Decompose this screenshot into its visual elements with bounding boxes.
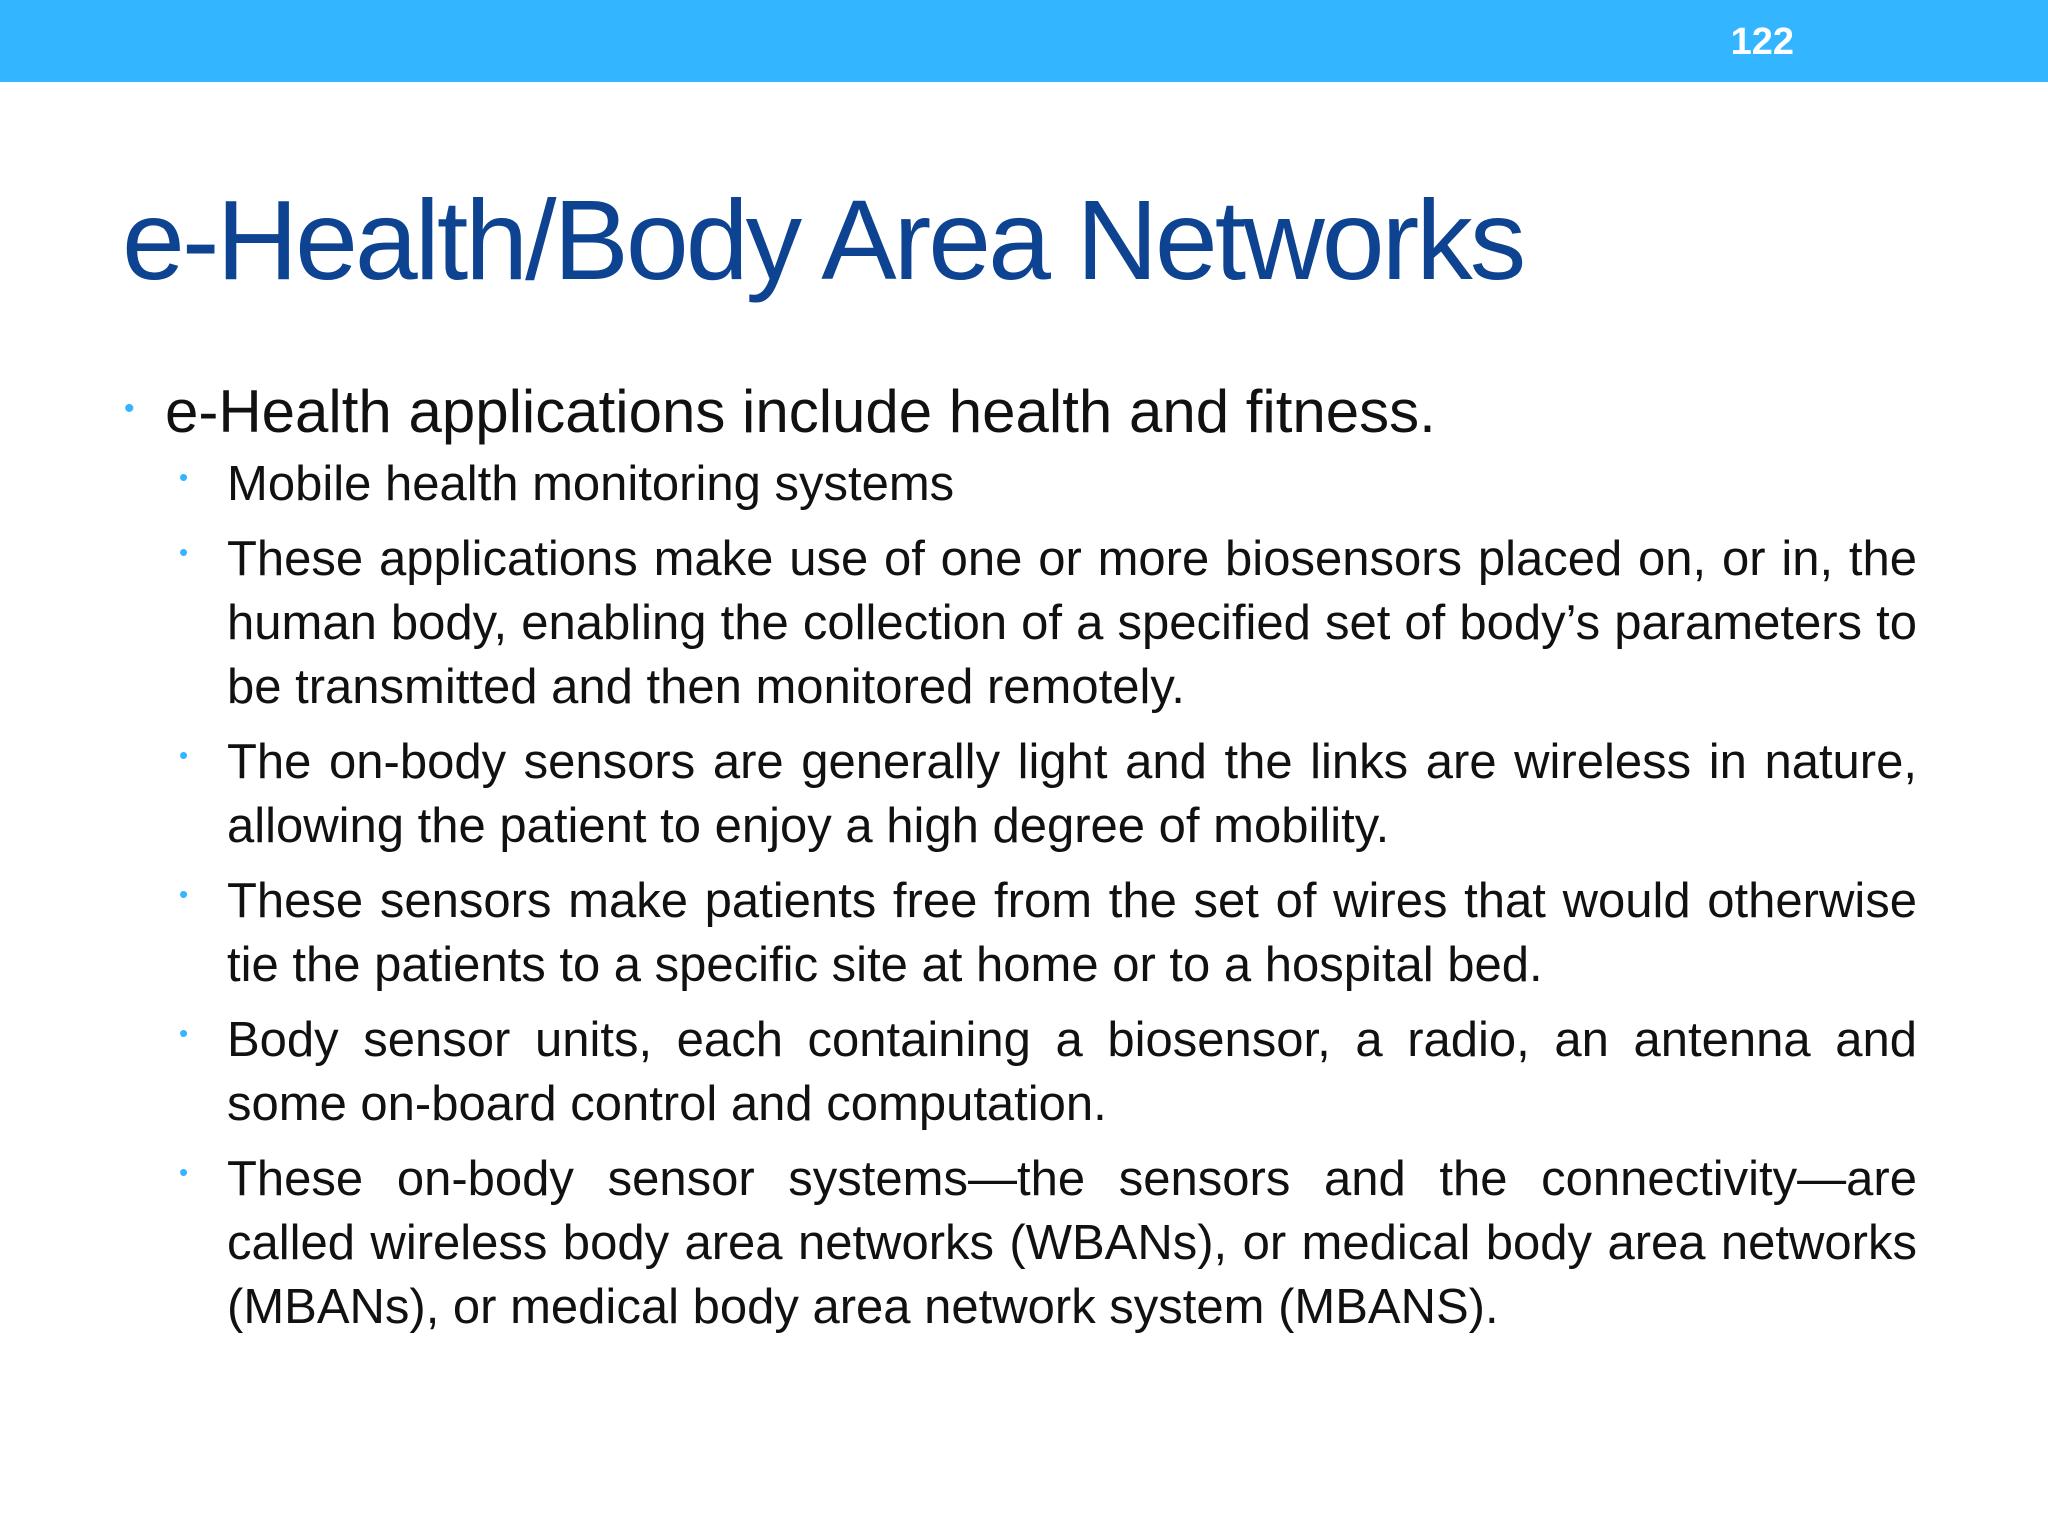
slide-content [122,376,1922,1350]
bullet-dot-icon: • [179,879,189,909]
sub-bullet-text: These on-body sensor systems—the sensors and the connectivity—are called wireless body area networks (WBANs), or medical body area networks (MBANs), or medical body area network system (MBANS). [227,1152,1917,1334]
sub-bullet [179,730,1917,858]
main-bullet-text: e-Health applications include health and fitness. [165,378,1436,445]
slide-number: 122 [1730,21,1794,63]
sub-bullet-text: The on-body sensors are generally light and the links are wireless in nature, allowing the patient to enjoy a high degree of mobility. [227,735,1917,853]
bullet-dot-icon: • [179,462,189,492]
sub-bullet-text: These applications make use of one or more biosensors placed on, or in, the human body, enabling the collection of a specified set of body’s parameters to be transmitted and then monitored remotely. [227,532,1917,714]
bullet-dot-icon: • [179,740,189,770]
main-bullet [122,376,1922,448]
sub-bullet [179,1008,1917,1136]
bullet-dot-icon: • [179,1157,189,1187]
sub-bullet [179,527,1917,719]
sub-bullet [179,869,1917,997]
sub-bullet-text: Body sensor units, each containing a biosensor, a radio, an antenna and some on-board control and computation. [227,1013,1917,1131]
sub-bullet-text: Mobile health monitoring systems [227,457,955,511]
sub-bullet-list [122,452,1922,1339]
bullet-dot-icon: • [124,392,135,425]
sub-bullet [179,1147,1917,1339]
bullet-dot-icon: • [179,537,189,567]
sub-bullet [179,452,1917,516]
bullet-dot-icon: • [179,1018,189,1048]
sub-bullet-text: These sensors make patients free from the set of wires that would otherwise tie the patients to a specific site at home or to a hospital bed. [227,874,1917,992]
top-band [0,0,2048,82]
slide-title: e-Health/Body Area Networks [122,177,1524,303]
